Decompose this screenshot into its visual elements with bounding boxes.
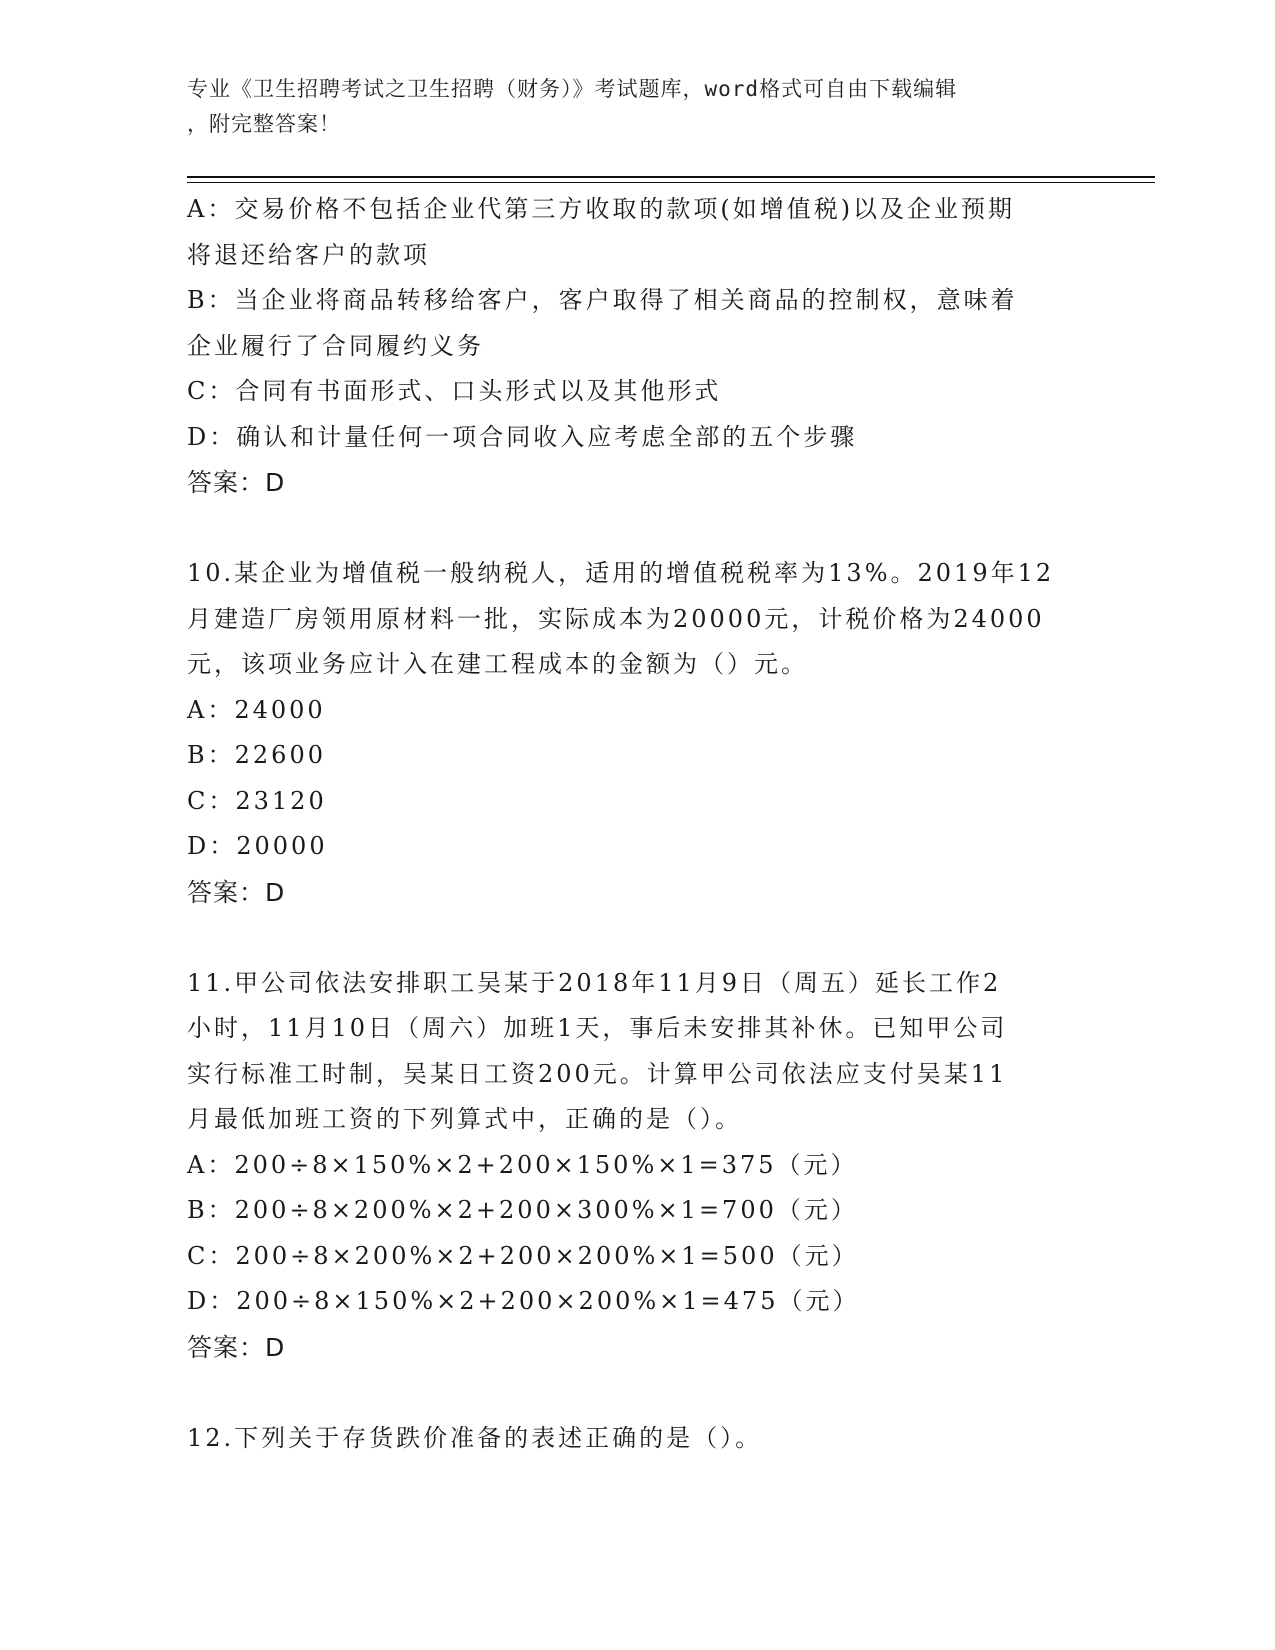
- option-b: B：200÷8×200%×2+200×300%×1=700（元）: [187, 1196, 858, 1224]
- spacer: [187, 1370, 1087, 1416]
- answer-label: 答案：D: [187, 1332, 286, 1362]
- option-a: A：200÷8×150%×2+200×150%×1=375（元）: [187, 1150, 858, 1179]
- question-stem-line-4: 月最低加班工资的下列算式中，正确的是（）。: [187, 1105, 742, 1133]
- answer-label: 答案：D: [187, 468, 286, 497]
- header-line-1: 专业《卫生招聘考试之卫生招聘（财务）》考试题库，word格式可自由下载编辑: [187, 77, 958, 101]
- header-divider-thin: [187, 182, 1155, 183]
- option-a-line-2: 将退还给客户的款项: [187, 240, 430, 269]
- question-stem-line-3: 实行标准工时制，吴某日工资200元。计算甲公司依法应支付吴某11: [187, 1059, 1008, 1088]
- question-stem-line-1: 10.某企业为增值税一般纳税人，适用的增值税税率为13%。2019年12: [187, 559, 1055, 587]
- question-stem-line-2: 月建造厂房领用原材料一批，实际成本为20000元，计税价格为24000: [187, 604, 1045, 633]
- question-stem-line-1: 11.甲公司依法安排职工吴某于2018年11月9日（周五）延长工作2: [187, 968, 1002, 997]
- option-c: C：23120: [187, 786, 327, 815]
- question-10: [187, 551, 1087, 915]
- question-9-options: [187, 187, 1087, 506]
- spacer: [187, 915, 1087, 961]
- option-b: B：22600: [187, 741, 326, 769]
- header-line-2: ，附完整答案！: [187, 112, 341, 136]
- spacer: [187, 506, 1087, 552]
- answer-label: 答案：D: [187, 877, 286, 907]
- option-c: C：合同有书面形式、口头形式以及其他形式: [187, 377, 722, 405]
- question-stem-line-3: 元，该项业务应计入在建工程成本的金额为（）元。: [187, 650, 808, 678]
- header-divider-thick: [187, 176, 1155, 178]
- question-12: [187, 1416, 1087, 1462]
- option-c: C：200÷8×200%×2+200×200%×1=500（元）: [187, 1241, 859, 1270]
- question-11: [187, 961, 1087, 1371]
- question-stem-line-2: 小时，11月10日（周六）加班1天，事后未安排其补休。已知甲公司: [187, 1014, 1008, 1042]
- question-content: [187, 187, 1087, 1461]
- option-d: D：200÷8×150%×2+200×200%×1=475（元）: [187, 1287, 860, 1315]
- option-a-line-1: A：交易价格不包括企业代第三方收取的款项(如增值税)以及企业预期: [187, 195, 1016, 223]
- option-a: A：24000: [187, 695, 326, 724]
- question-stem-line-1: 12.下列关于存货跌价准备的表述正确的是（）。: [187, 1423, 763, 1452]
- option-d: D：确认和计量任何一项合同收入应考虑全部的五个步骤: [187, 422, 858, 451]
- option-b-line-2: 企业履行了合同履约义务: [187, 331, 484, 360]
- option-b-line-1: B：当企业将商品转移给客户，客户取得了相关商品的控制权，意味着: [187, 286, 1018, 314]
- document-header: [187, 72, 1087, 142]
- option-d: D：20000: [187, 832, 328, 860]
